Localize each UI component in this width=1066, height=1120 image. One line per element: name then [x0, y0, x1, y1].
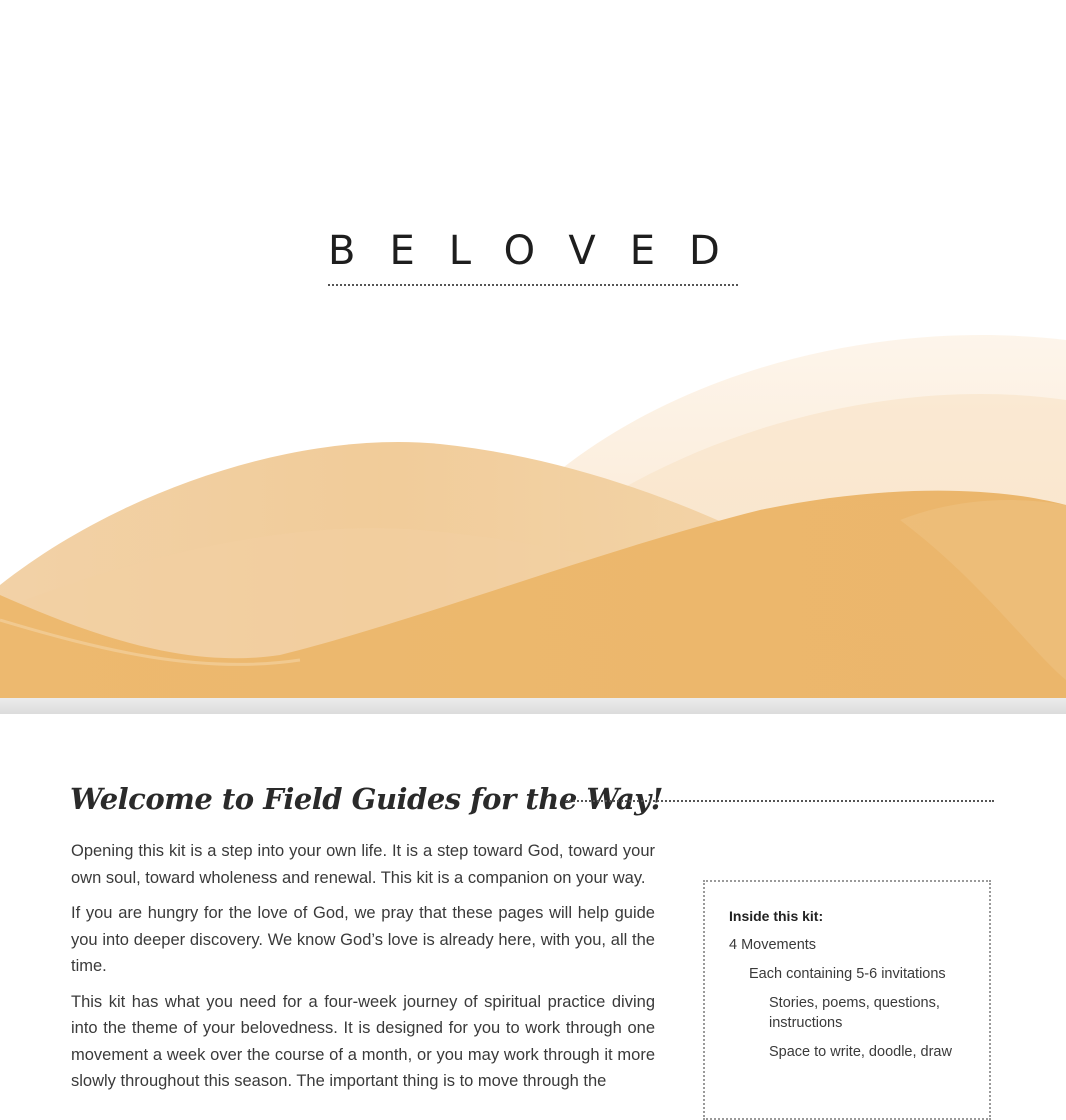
title-dotted-divider [328, 284, 738, 286]
kit-list-item: Space to write, doodle, draw [769, 1044, 952, 1060]
kit-list-item: 4 Movements [729, 937, 817, 953]
watercolor-hills-illustration [0, 320, 1066, 700]
section-divider-bar [0, 698, 1066, 714]
kit-box-title: Inside this kit: [729, 908, 824, 924]
cover-title: BELOVED [328, 228, 754, 274]
welcome-body [71, 838, 655, 1104]
kit-contents-list [729, 935, 989, 1062]
welcome-paragraph: This kit has what you need for a four-week journey of spiritual practice diving into the theme of your belovedness. It is designed for you to work through one movement a week over the course of a month, or you may work through it more slowly throughout this season. The important thing is to move through the [71, 992, 655, 1090]
kit-list-item: Each containing 5-6 invitations [749, 966, 946, 982]
welcome-paragraph: Opening this kit is a step into your own life. It is a step toward God, toward your own soul, toward wholeness and renewal. This kit is a companion on your way. [71, 842, 655, 887]
heading-dotted-divider [566, 800, 994, 802]
welcome-paragraph: If you are hungry for the love of God, we pray that these pages will help guide you into deeper discovery. We know God’s love is already here, with you, all the time. [71, 904, 655, 975]
kit-list-item: Stories, poems, questions, instructions [769, 995, 940, 1031]
welcome-heading: Welcome to Field Guides for the Way! [70, 782, 663, 816]
inside-kit-box [703, 880, 991, 1120]
